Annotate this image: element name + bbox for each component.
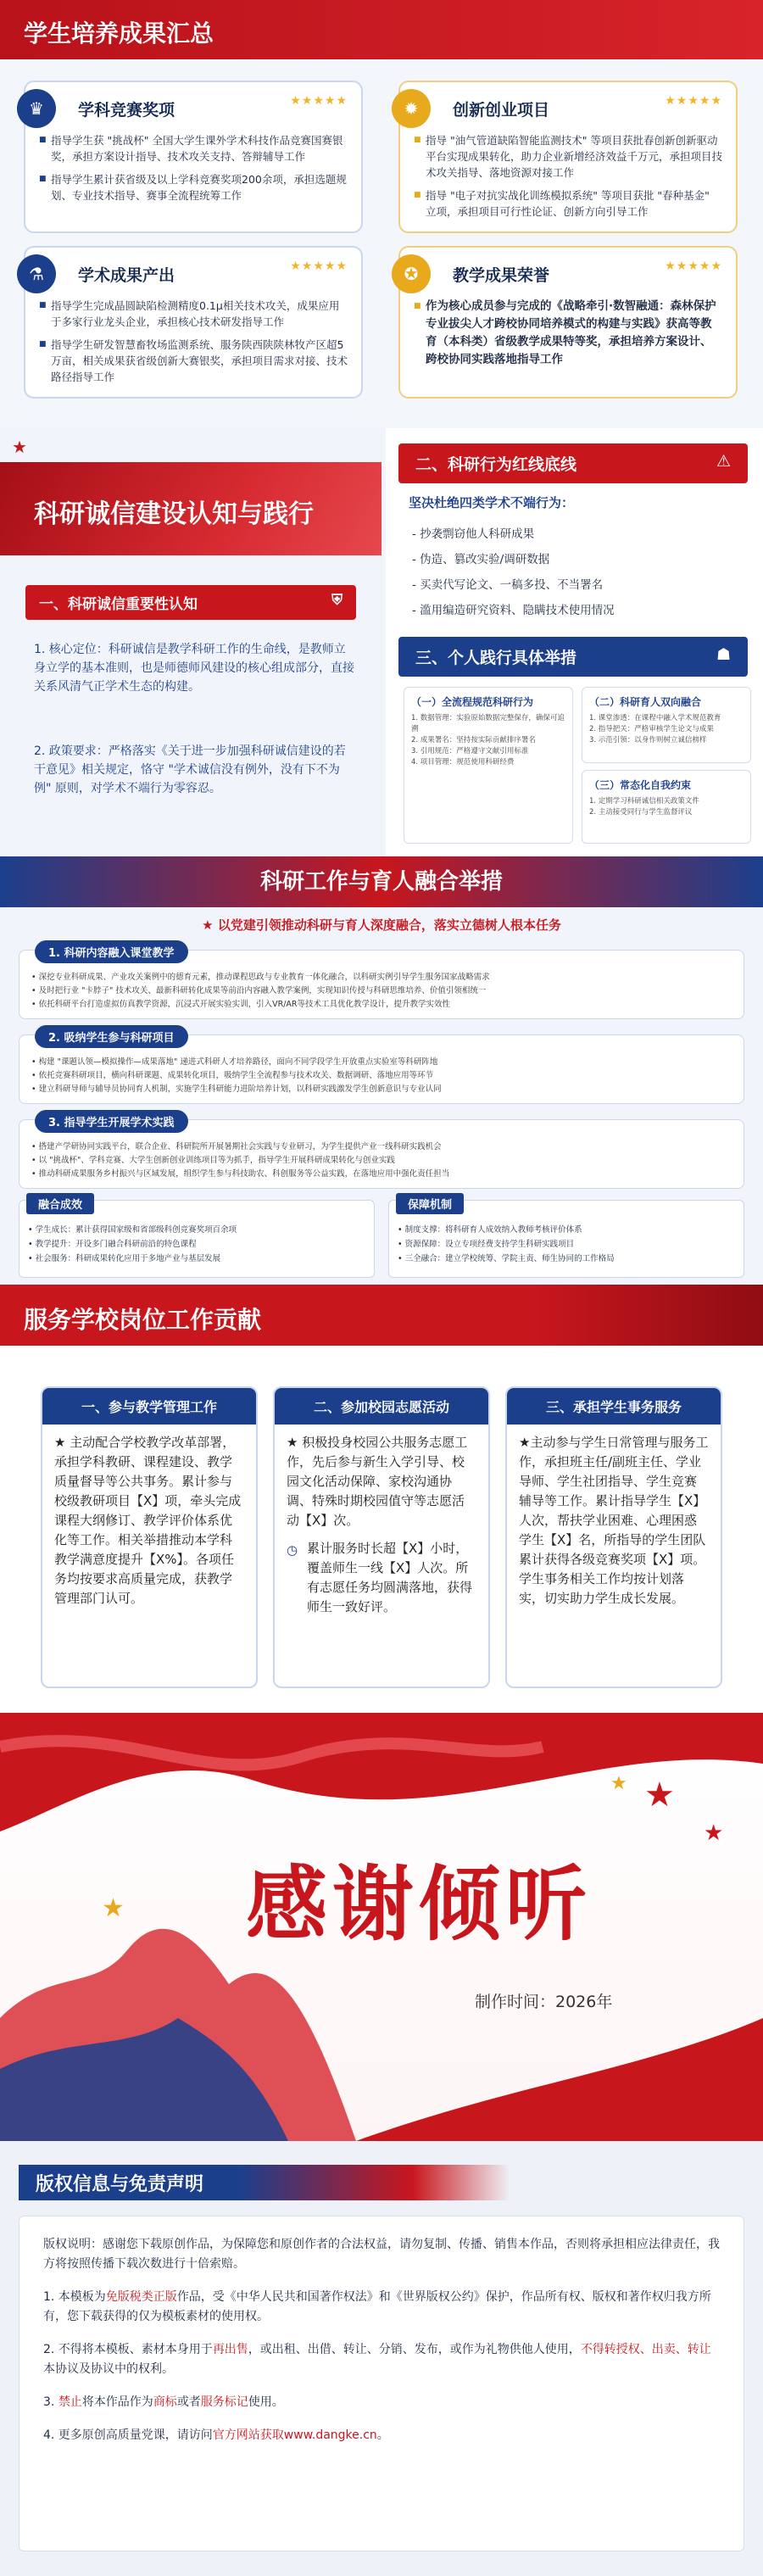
box-line: • 三全融合：建立学校统筹、学院主责、师生协同的工作格局 [398,1254,615,1263]
list-item: ■ 指导学生累计获省级及以上学科竞赛奖项200余项，承担选题规划、专业技术指导、赛事全流程统筹工作 [39,171,348,204]
column-title: 三、承担学生事务服务 [507,1388,721,1425]
section-line: • 建立科研导师与辅导员协同育人机制，实施学生科研能力进阶培养计划，以科研实践激发学生创新意识与专业认同 [31,1084,442,1094]
list-item: - 滥用编造研究资料、隐瞒技术使用情况 [412,604,615,617]
right-panel [398,428,763,817]
people-icon: ☗ [716,645,731,664]
mini-title: （三）常态化自我约束 [589,779,692,791]
copyright-panel [19,2216,744,2551]
star-icon: ★ [202,917,218,933]
text: 2. 不得将本模板、素材本身用于 [43,2343,213,2356]
rating-stars: ★★★★★ [290,94,348,108]
highlight: 不得转授权、出卖、转让 [580,2343,711,2356]
mini-card [404,687,573,844]
flask-icon: ⚗ [17,254,56,293]
rating-stars: ★★★★★ [665,259,722,273]
text: 3. [43,2395,58,2409]
thanks-title: 感谢倾听 [246,1856,592,1952]
highlight: 再出售 [212,2343,248,2356]
shield-icon: ⛨ [331,592,343,609]
svg-text:★: ★ [610,1773,627,1794]
highlight: 服务标记 [200,2395,248,2409]
mini-line: 2. 主动接受同行与学生监督评议 [589,808,693,817]
clock-icon: ◷ [287,1542,298,1558]
mini-title: （二）科研育人双向融合 [589,696,702,708]
mini-line: 2. 成果署名：坚持按实际贡献排序署名 [411,736,536,744]
text: 1. 本模板为 [43,2290,106,2304]
column-text: 累计服务时长超【X】小时，覆盖师生一线【X】人次。所有志愿任务均圆满落地，获得师生一致好评。 [307,1541,473,1614]
slide-thanks [0,1713,763,2141]
results-box [19,1200,375,1278]
lead-text: 坚决杜绝四类学术不端行为： [409,495,575,510]
list-item: - 买卖代写论文、一稿多投、不当署名 [412,578,604,592]
mini-line: 3. 引用规范：严格遵守文献引用标准 [411,747,529,756]
warning-icon: ⚠ [716,452,731,471]
section-line: • 以 "挑战杯"、学科竞赛、大学生创新创业训练项目等为抓手，指导学生开展科研成果转化与创业实践 [31,1156,395,1165]
section-line: • 推动科研成果服务乡村振兴与区域发展，组织学生参与科技助农、科创服务等公益实践，在落地应用中强化责任担当 [31,1169,450,1179]
section-line: • 搭建产学研协同实践平台，联合企业、科研院所开展暑期社会实践与专业研习，为学生提供产业一线科研实践机会 [31,1142,442,1151]
section-tag: 3. 指导学生开展学术实践 [35,1110,188,1133]
mini-line: 1. 数据管理：实验原始数据完整保存，确保可追溯 [411,714,565,733]
list-item: ■ 指导 "油气管道缺陷智能监测技术" 等项目获批春创新创新驱动平台实现成果转化，助力企业新增经济效益千万元，承担项目技术攻关指导、落地资源对接工作 [414,132,722,181]
svg-text:★: ★ [704,1820,724,1846]
column-teaching-management [41,1386,258,1688]
copyright-item-1 [43,2288,720,2327]
section-header [398,637,748,677]
list-item: ■ 指导学生研发智慧畜牧场监测系统、服务陕西陕陕林牧产区超5万亩，相关成果获省级创新大赛银奖，承担项目需求对接、技术路径指导工作 [39,337,348,385]
text: 将本作品作为 [81,2395,153,2409]
mini-line: 2. 指导把关：严格审核学生论文与成果 [589,725,714,733]
highlight: 免版税类正版 [105,2290,177,2304]
list-item: ■ 指导 "电子对抗实战化训练模拟系统" 等项目获批 "春种基金" 立项，承担项目可行性论证、创新方向引导工作 [414,187,722,220]
card-title: 学术成果产出 [78,266,175,285]
mini-line: 3. 示范引领：以身作则树立诚信榜样 [589,736,707,744]
section-line: • 深挖专业科研成果、产业攻关案例中的德育元素，推动课程思政与专业教育一体化融合，以科研实例引导学生服务国家战略需求 [31,973,490,982]
medal-icon: ✪ [392,254,431,293]
copyright-item-3 [43,2393,720,2412]
list-item: - 抄袭剽窃他人科研成果 [412,527,535,541]
mini-card [582,687,751,763]
mini-line: 1. 定期学习科研诚信相关政策文件 [589,797,699,806]
slide-title: 科研工作与育人融合举措 [0,856,763,907]
card-title: 教学成果荣誉 [453,266,550,285]
card-innovation [398,81,738,233]
box-line: • 资源保障：设立专项经费支持学生科研实践项目 [398,1240,575,1249]
rating-stars: ★★★★★ [665,94,722,108]
column-text-block [275,1539,488,1625]
list-item: - 伪造、篡改实验/调研数据 [412,553,550,566]
list-item: ■ 指导学生获 "挑战杯" 全国大学生课外学术科技作品竞赛国赛银奖，承担方案设计指导、技术攻关支持、答辩辅导工作 [39,132,348,164]
text: 使用。 [248,2395,284,2409]
column-student-affairs [505,1386,722,1688]
slide-copyright [0,2141,763,2576]
card-title: 创新创业项目 [453,101,550,120]
text: 或者 [176,2395,201,2409]
text: 。 [376,2428,389,2442]
box-line: • 制度支撑：将科研育人成效纳入教师考核评价体系 [398,1225,582,1235]
lightbulb-icon: ✹ [392,89,431,128]
text: 4. 更多原创高质量党课，请访问 [43,2428,213,2442]
left-panel [0,428,386,856]
slide-title: 版权信息与免责声明 [19,2165,510,2200]
section-line: • 依托竞赛科研项目，横向科研课题、成果转化项目，吸纳学生全流程参与技术攻关、数据调研、落地应用等环节 [31,1071,434,1080]
box-line: • 教学提升：开设多门融合科研前沿的特色课程 [28,1240,197,1249]
mini-line: 1. 课堂渗透：在课程中融入学术规范教育 [589,714,721,722]
section-box [19,1119,744,1189]
slide-title: 科研诚信建设认知与践行 [34,499,314,529]
slide-title: 服务学校岗位工作贡献 [0,1285,763,1346]
slide-service-contribution [0,1285,763,1713]
section-line: • 构建 "课题认领—模拟操作—成果落地" 递进式科研人才培养路径，面向不同学段学生开放重点实验室等科研阵地 [31,1057,438,1067]
mini-line: 4. 项目管理：规范使用科研经费 [411,758,515,767]
highlight: 商标 [153,2395,177,2409]
card-teaching-honor [398,246,738,399]
box-tag: 融合成效 [26,1193,94,1214]
slide-research-integrity [0,428,763,856]
rating-stars: ★★★★★ [290,259,348,273]
paragraph: 1. 核心定位：科研诚信是教学科研工作的生命线，是教师立身立学的基本准则，也是师德师风建设的核心组成部分，直接关系风清气正学术生态的构建。 [34,643,354,694]
section-title: 一、科研诚信重要性认知 [39,596,198,613]
trophy-icon: ♛ [17,89,56,128]
section-line: • 依托科研平台打造虚拟仿真教学资源，沉浸式开展实验实训，引入VR/AR等技术工具优化教学设计，提升教学实效性 [31,1000,451,1009]
copyright-item-2 [43,2340,720,2379]
section-title: 三、个人践行具体举措 [415,649,577,667]
mini-title: （一）全流程规范科研行为 [411,696,534,708]
column-text: ★ 积极投身校园公共服务志愿工作，先后参与新生入学引导、校园文化活动保障、家校沟通协调、特殊时期校园值守等志愿活动【X】次。 [287,1435,468,1528]
slide-title: 学生培养成果汇总 [0,0,763,59]
column-text: ★主动参与学生日常管理与服务工作，承担班主任/副班主任、学业导师、学生社团指导、学生竞赛辅导等工作。累计指导学生【X】人次，帮扶学业困难、心理困惑学生【X】名，所指导的学生团队累计获得各级竞赛奖项【X】项。学生事务相关工作均按计划落实，切实助力学生成长发展。 [519,1435,709,1606]
list-item: ■ 作为核心成员参与完成的《战略牵引·数智融通：森林保护专业拔尖人才跨校协同培养模式的构建与实践》获高等教育（本科类）省级教学成果特等奖，承担培养方案设计、跨校协同实践落地指导工作 [414,298,722,369]
made-time: 制作时间：2026年 [475,1993,613,2011]
card-competition [24,81,363,233]
paragraph: 2. 政策要求：严格落实《关于进一步加强科研诚信建设的若干意见》相关规定，恪守 "学术诚信没有例外，没有下不为例" 原则，对学术不端行为零容忍。 [34,744,346,795]
column-title: 二、参加校园志愿活动 [275,1388,488,1425]
list-item: ■ 指导学生完成晶圆缺陷检测精度0.1μ相关技术攻关，成果应用于多家行业龙头企业，承担核心技术研发指导工作 [39,298,348,330]
section-header [398,443,748,483]
guarantee-box [388,1200,744,1278]
box-tag: 保障机制 [396,1193,464,1214]
section-title: 二、科研行为红线底线 [415,455,577,474]
copyright-item-4 [43,2426,720,2445]
section-tag: 2. 吸纳学生参与科研项目 [35,1025,188,1048]
copyright-intro: 版权说明：感谢您下载原创作品，为保障您和原创作者的合法权益，请勿复制、传播、销售本作品，否则将承担相应法律责任，我方将按照传播下载次数进行十倍索赔。 [43,2238,720,2271]
star-icon: ★ [12,437,27,457]
card-title: 学科竞赛奖项 [78,101,175,120]
slide-research-education [0,856,763,1285]
section-header [25,585,356,620]
subtitle-text: 以党建引领推动科研与育人深度融合，落实立德树人根本任务 [217,917,561,933]
column-title: 一、参与教学管理工作 [42,1388,256,1425]
section-tag: 1. 科研内容融入课堂教学 [35,940,188,963]
card-academic [24,246,363,399]
mini-card [582,770,751,844]
svg-text:★: ★ [102,1893,125,1923]
highlight: 禁止 [58,2395,82,2409]
slide-subtitle [0,916,763,934]
text: 本协议及协议中的权利。 [43,2362,174,2376]
slide-student-achievements [0,0,763,428]
section-line: • 及时把行业 "卡脖子" 技术攻关、最新科研转化成果等前沿内容融入教学案例，实现知识传授与科研思维培养、价值引领相统一 [31,986,487,995]
box-line: • 社会服务：科研成果转化应用于多地产业与基层发展 [28,1254,221,1263]
red-banner [0,462,382,555]
section-box [19,947,744,1019]
section-box [19,1034,744,1104]
website-link[interactable]: 官方网站获取www.dangke.cn [212,2428,377,2442]
box-line: • 学生成长：累计获得国家级和省部级科创竞赛奖项百余项 [28,1225,237,1235]
svg-text:★: ★ [644,1776,675,1815]
column-volunteer [273,1386,490,1688]
column-text: ★ 主动配合学校教学改革部署，承担学科教研、课程建设、教学质量督导等公共事务。累计参与校级教研项目【X】项，牵头完成课程大纲修订、教学评价体系优化等工作。相关举措推动本学科教学满意度提升【X%】。各项任务均按要求高质量完成，获教学管理部门认可。 [54,1435,242,1606]
text: ，或出租、出借、转让、分销、发布，或作为礼物供他人使用， [248,2343,581,2356]
text: 作品，受《中华人民共和国著作权法》和《世界版权公约》保护，作品所有权、版权和著作权归我方所有，您下载获得的仅为模板素材的使用权。 [43,2290,711,2323]
